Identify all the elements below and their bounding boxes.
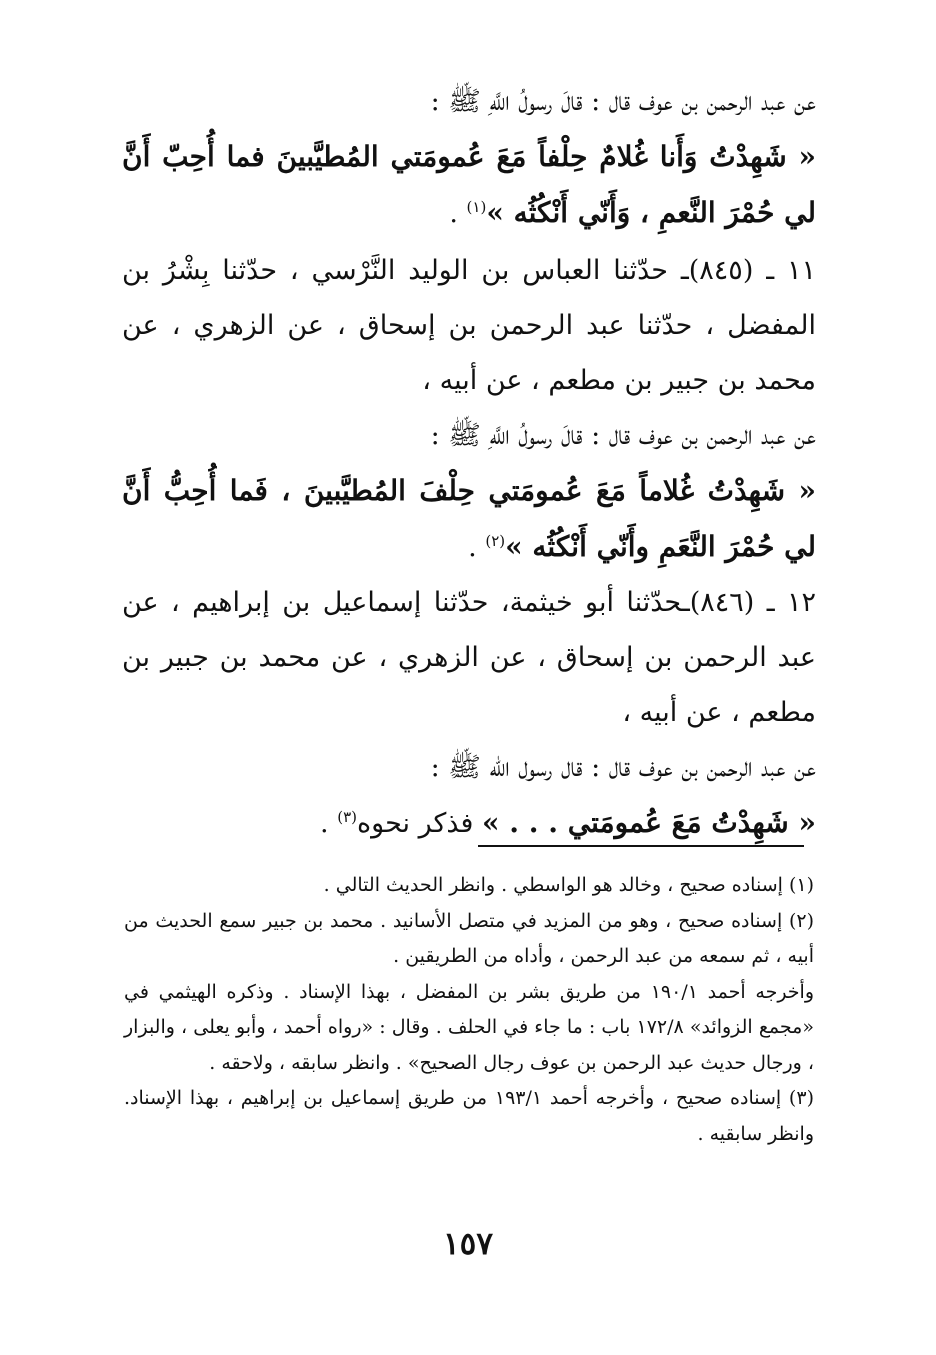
footnote-separator <box>478 845 804 847</box>
footnote-3: (٣) إسناده صحيح ، وأخرجه أحمد ١٩٣/١ من طريق إسماعيل بن إبراهيم ، بهذا الإسناد. وانظر سابقيه . <box>124 1087 814 1145</box>
footnote-1: (١) إسناده صحيح ، وخالد هو الواسطي . وانظر الحديث التالي . <box>323 874 814 896</box>
paragraph-5 <box>122 740 816 851</box>
punctuation: . <box>449 198 467 229</box>
footnote-2-continued: وأخرجه أحمد ١٩٠/١ من طريق بشر بن المفضل ، بهذا الإسناد . وذكره الهيثمي في «مجمع الزوائد» ١٧٢/٨ باب : ما جاء في الحلف . وقال : «رواه أحمد ، وأبو يعلى ، والبزار ، ورجال حديث عبد الرحمن بن عوف رجال الصحيح» . وانظر سابقه ، ولاحقه . <box>124 980 814 1074</box>
main-text <box>122 74 816 851</box>
isnad-text: عن عبد الرحمن بن عوف قال : قال رسول الله ﷺ : <box>430 752 816 783</box>
page-number: ١٥٧ <box>443 1226 493 1262</box>
paragraph-2: ١١ ـ (٨٤٥)ـ حدّثنا العباس بن الوليد النَّرْسي ، حدّثنا بِشْرُ بن المفضل ، حدّثنا عبد الرحمن بن إسحاق ، عن الزهري ، عن محمد بن جبير بن مطعم ، عن أبيه ، <box>122 255 817 396</box>
isnad-text: عن عبد الرحمن بن عوف قال : قالَ رسولُ اللَّهِ ﷺ : <box>430 86 816 117</box>
footnote-ref: (٣) <box>337 808 357 826</box>
trailing-text: فذكر نحوه <box>357 808 483 839</box>
footnote-ref: (١) <box>466 198 487 216</box>
hadith-text: « شَهِدْتُ وَأَنا غُلامٌ حِلْفاً مَعَ عُمومَتي المُطيَّبينَ فما أُحِبّ أَنَّ لي حُمْرَ النَّعمِ ، وَأَنّي أَنْكُثُه » <box>122 140 816 229</box>
paragraph-3 <box>122 408 816 575</box>
footnotes <box>124 868 814 1152</box>
hadith-text: « شَهِدْتُ غُلاماً مَعَ عُمومَتي حِلْفَ المُطيَّبينَ ، فَما أُحِبُّ أَنَّ لي حُمْرَ النَّعَمِ وأَنّي أَنْكُثُه » <box>122 474 816 563</box>
paragraph-4: ١٢ ـ (٨٤٦)ـحدّثنا أبو خيثمة، حدّثنا إسماعيل بن إبراهيم ، عن عبد الرحمن بن إسحاق ، عن الزهري ، عن محمد بن جبير بن مطعم ، عن أبيه ، <box>122 587 816 728</box>
isnad-text: عن عبد الرحمن بن عوف قال : قالَ رسولُ اللَّهِ ﷺ : <box>430 420 816 451</box>
footnote-ref: (٢) <box>485 532 506 550</box>
hadith-text: « شَهِدْتُ مَعَ عُمومَتي . . . » <box>482 806 816 839</box>
punctuation: . <box>320 808 338 839</box>
paragraph-1 <box>122 74 816 241</box>
footnote-2: (٢) إسناده صحيح ، وهو من المزيد في متصل الأسانيد . محمد بن جبير سمع الحديث من أبيه ، ثم سمعه من عبد الرحمن ، وأداه من الطريقين . <box>124 909 814 967</box>
punctuation: . <box>468 532 486 563</box>
